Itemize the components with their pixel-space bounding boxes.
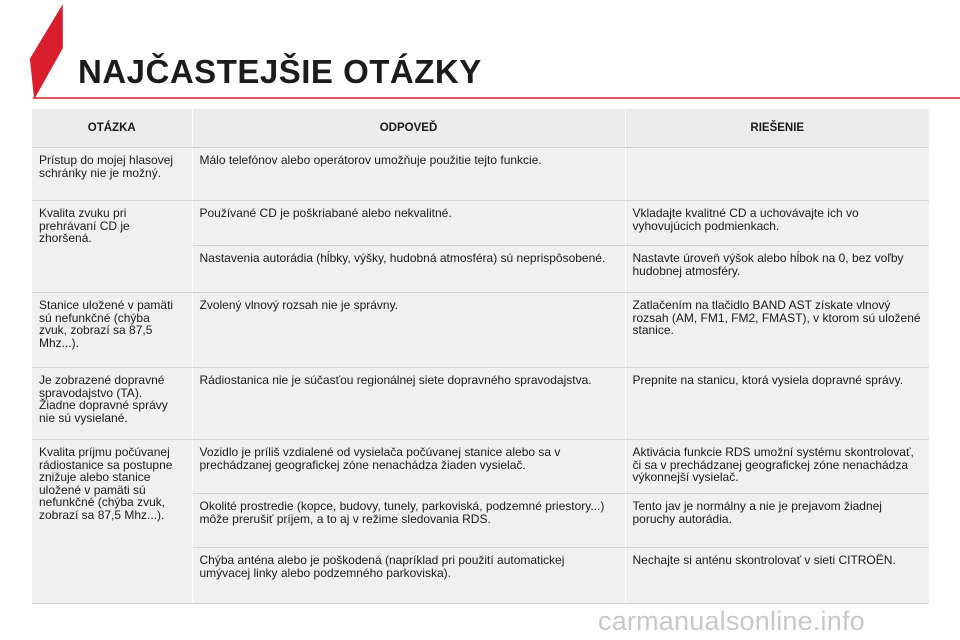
table-body (32, 148, 929, 604)
solution-cell: Nastavte úroveň výšok alebo hĺbok na 0, bez voľby hudobnej atmosféry. (625, 246, 929, 293)
table-row (32, 201, 929, 246)
answer-cell: Nastavenia autorádia (hĺbky, výšky, hudobná atmosféra) sú neprispôsobené. (192, 246, 625, 293)
answer-cell: Vozidlo je príliš vzdialené od vysielača počúvanej stanice alebo sa v prechádzanej geografickej zóne nenachádza žiaden vysielač. (192, 440, 625, 494)
page-header (0, 0, 960, 105)
solution-cell: Prepnite na stanicu, ktorá vysiela dopravné správy. (625, 368, 929, 440)
answer-cell: Používané CD je poškriabané alebo nekvalitné. (192, 201, 625, 246)
question-cell: Stanice uložené v pamäti sú nefunkčné (chýba zvuk, zobrazí sa 87,5 Mhz...). (32, 293, 192, 368)
answer-cell: Rádiostanica nie je súčasťou regionálnej siete dopravného spravodajstva. (192, 368, 625, 440)
column-header-answer: ODPOVEĎ (192, 109, 625, 148)
table-row (32, 293, 929, 368)
table-row (32, 148, 929, 201)
question-cell: Prístup do mojej hlasovej schránky nie je možný. (32, 148, 192, 201)
question-cell: Je zobrazené dopravné spravodajstvo (TA). Žiadne dopravné správy nie sú vysielané. (32, 368, 192, 440)
solution-cell: Vkladajte kvalitné CD a uchovávajte ich vo vyhovujúcich podmienkach. (625, 201, 929, 246)
question-cell: Kvalita zvuku pri prehrávaní CD je zhoršená. (32, 201, 192, 293)
header-row (32, 109, 929, 148)
answer-cell: Málo telefónov alebo operátorov umožňuje použitie tejto funkcie. (192, 148, 625, 201)
solution-cell: Tento jav je normálny a nie je prejavom žiadnej poruchy autorádia. (625, 494, 929, 548)
faq-table (32, 109, 929, 604)
answer-cell: Okolité prostredie (kopce, budovy, tunely, parkoviská, podzemné priestory...) môže prerušiť príjem, a to aj v režime sledovania RDS. (192, 494, 625, 548)
answer-cell: Chýba anténa alebo je poškodená (napríklad pri použití automatickej umývacej linky alebo podzemného parkoviska). (192, 548, 625, 604)
column-header-question: OTÁZKA (32, 109, 192, 148)
solution-cell: Aktivácia funkcie RDS umožní systému skontrolovať, či sa v prechádzanej geografickej zóne nenachádza výkonnejší vysielač. (625, 440, 929, 494)
column-header-solution: RIEŠENIE (625, 109, 929, 148)
footer-watermark: carmanualsonline.info (598, 606, 865, 636)
question-cell: Kvalita príjmu počúvanej rádiostanice sa postupne znižuje alebo stanice uložené v pamäti sú nefunkčné (chýba zvuk, zobrazí sa 87,5 Mhz...). (32, 440, 192, 604)
answer-cell: Zvolený vlnový rozsah nie je správny. (192, 293, 625, 368)
table-row (32, 440, 929, 494)
page-title: NAJČASTEJŠIE OTÁZKY (78, 53, 482, 90)
solution-cell: Nechajte si anténu skontrolovať v sieti CITROËN. (625, 548, 929, 604)
table-header (32, 109, 929, 148)
solution-cell: Zatlačením na tlačidlo BAND AST získate vlnový rozsah (AM, FM1, FM2, FMAST), v ktorom sú uložené stanice. (625, 293, 929, 368)
solution-cell (625, 148, 929, 201)
table-row (32, 368, 929, 440)
